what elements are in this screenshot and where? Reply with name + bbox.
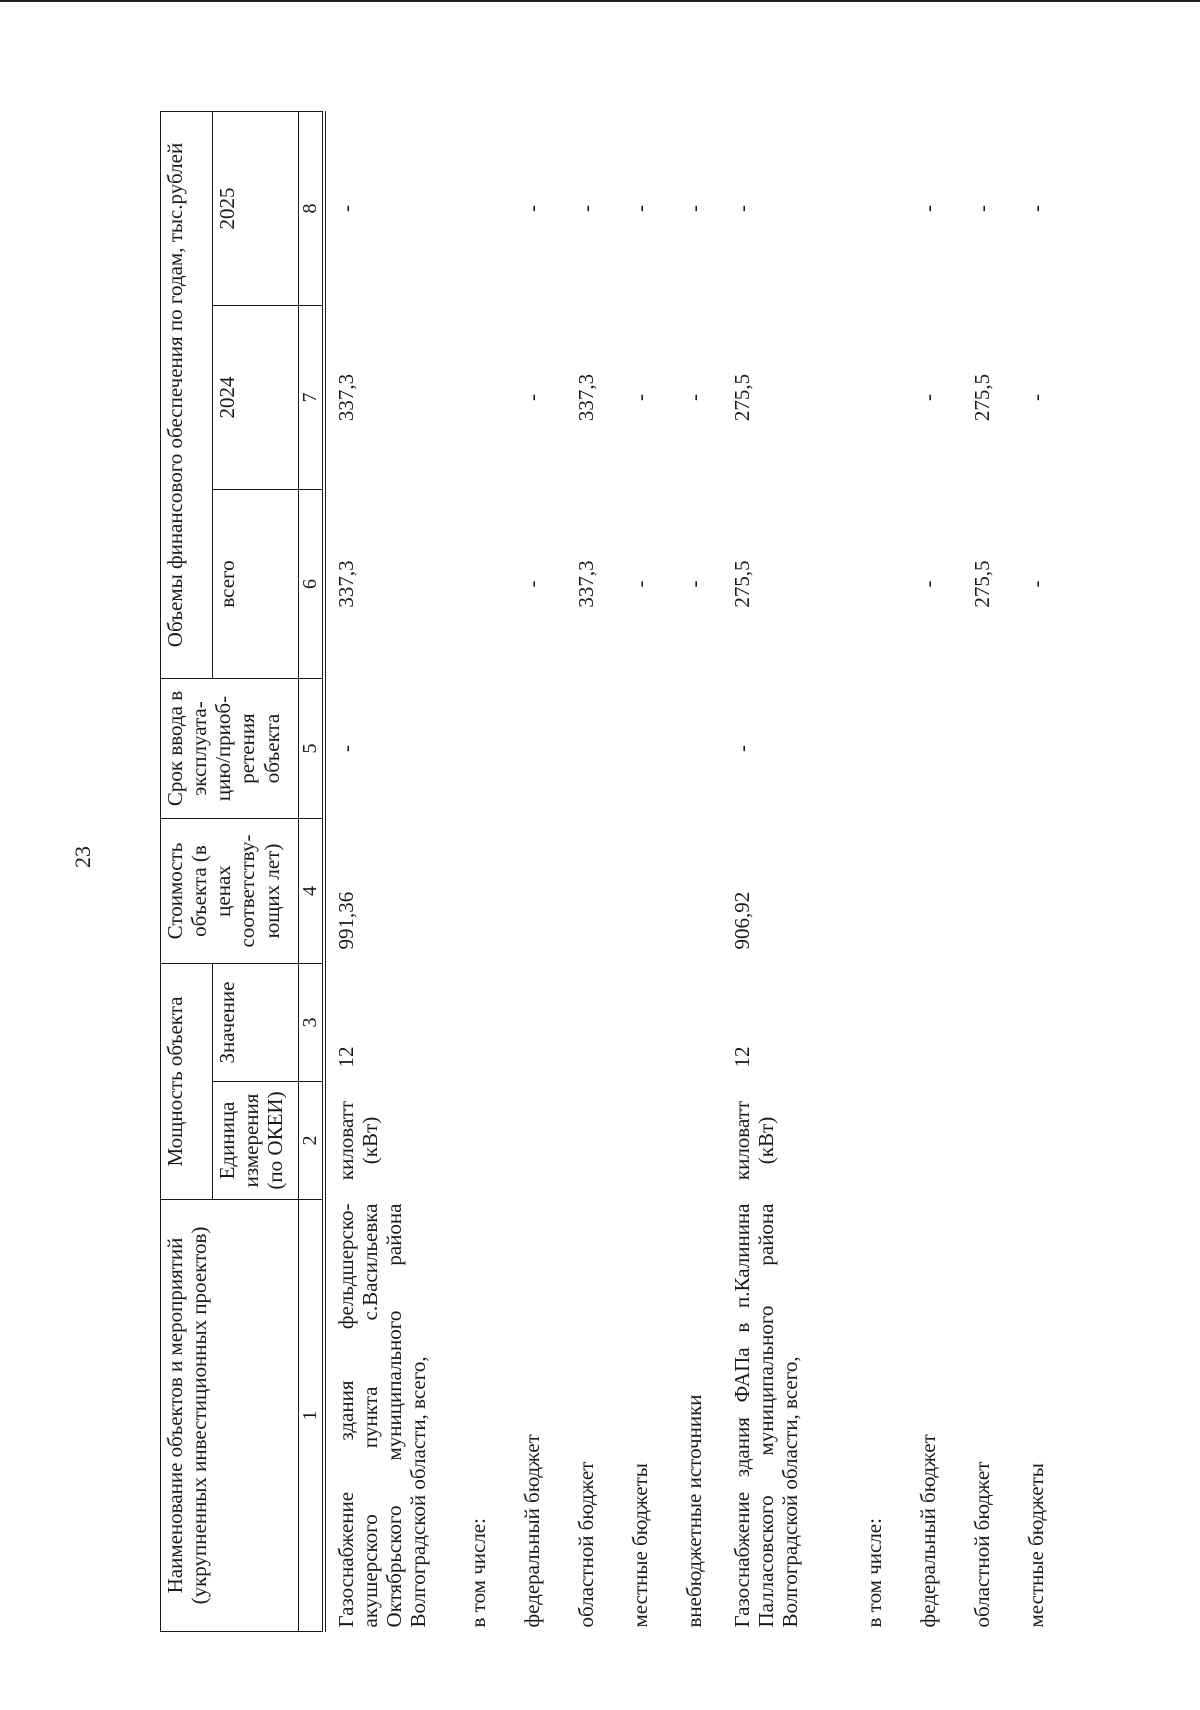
year-2025-cell: - (916, 205, 940, 212)
cost-cell (452, 819, 506, 964)
table-row (506, 111, 560, 1631)
column-number: 4 (299, 819, 325, 964)
column-number: 1 (299, 1200, 325, 1632)
term-cell (1010, 679, 1064, 819)
column-number-row (299, 111, 325, 1631)
year-2025-cell: - (1024, 205, 1048, 212)
year-2024-cell: - (520, 394, 544, 401)
column-number: 8 (299, 111, 325, 305)
cost-cell (956, 819, 1010, 964)
total-cell: 337,3 (574, 560, 598, 608)
value-cell (956, 964, 1010, 1082)
cost-cell (902, 819, 956, 964)
financing-table (160, 111, 1064, 1632)
value-cell (1010, 964, 1064, 1082)
unit-cell: киловатт (кВт) (730, 1100, 779, 1181)
object-name: в том числе: (466, 1518, 490, 1628)
year-2025-cell (848, 111, 902, 305)
table-row (956, 111, 1010, 1631)
term-cell (902, 679, 956, 819)
term-cell (614, 679, 668, 819)
table-row (614, 111, 668, 1631)
total-cell: 337,3 (334, 560, 358, 608)
total-cell: - (628, 580, 652, 588)
header-name: Наименование объектов и мероприятий (укрупненных инвестиционных проектов) (161, 1200, 299, 1632)
table-row (324, 111, 452, 1631)
header-capacity: Мощность объекта (161, 964, 213, 1200)
column-number: 2 (299, 1082, 325, 1200)
total-cell: - (520, 580, 544, 588)
value-cell (506, 964, 560, 1082)
year-2025-cell: - (970, 205, 994, 212)
value-cell: 12 (334, 1046, 358, 1068)
year-2025-cell: - (574, 205, 598, 212)
unit-cell (452, 1082, 506, 1200)
term-cell: - (334, 745, 358, 752)
term-cell: - (730, 745, 754, 752)
year-2024-cell (848, 306, 902, 490)
cost-cell (614, 819, 668, 964)
cost-cell (506, 819, 560, 964)
table-row (452, 111, 506, 1631)
unit-cell (902, 1082, 956, 1200)
term-cell (668, 679, 722, 819)
table-row (560, 111, 614, 1631)
value-cell (614, 964, 668, 1082)
unit-cell (1010, 1082, 1064, 1200)
rotated-table-container (160, 92, 1060, 1632)
value-cell (848, 964, 902, 1082)
term-cell (848, 679, 902, 819)
cost-cell (560, 819, 614, 964)
cost-cell: 906,92 (730, 891, 754, 950)
year-2025-cell: - (334, 205, 358, 212)
year-2024-cell: 275,5 (970, 373, 994, 422)
scan-edge-line (0, 0, 1200, 2)
object-name: местные бюджеты (1024, 1463, 1048, 1628)
year-2024-cell: 337,3 (334, 373, 358, 422)
header-2024: 2024 (213, 306, 299, 490)
total-cell: 275,5 (730, 560, 754, 608)
unit-cell (956, 1082, 1010, 1200)
year-2025-cell: - (520, 205, 544, 212)
object-name: Газоснабжение здания фельдшерско-акушерского пункта с.Васильевка Октябрьского муниципального района Волгоградской области, всего, (334, 1203, 431, 1628)
header-2025: 2025 (213, 111, 299, 305)
value-cell (560, 964, 614, 1082)
year-2025-cell: - (682, 205, 706, 212)
object-name: федеральный бюджет (916, 1434, 940, 1628)
table-row (722, 111, 848, 1631)
year-2024-cell: - (628, 394, 652, 401)
cost-cell: 991,36 (334, 891, 358, 950)
year-2024-cell: - (1024, 394, 1048, 401)
year-2024-cell: 337,3 (574, 373, 598, 422)
value-cell (902, 964, 956, 1082)
object-name: областной бюджет (574, 1461, 598, 1628)
cost-cell (848, 819, 902, 964)
value-cell (452, 964, 506, 1082)
year-2024-cell: 275,5 (730, 373, 754, 422)
term-cell (956, 679, 1010, 819)
total-cell: - (682, 580, 706, 588)
header-cost: Стоимость объекта (в ценах соответству-ющих лет) (161, 819, 299, 964)
header-unit: Единица измерения (по ОКЕИ) (213, 1082, 299, 1200)
unit-cell (848, 1082, 902, 1200)
object-name: внебюджетные источники (682, 1394, 706, 1628)
column-number: 6 (299, 490, 325, 679)
column-number: 5 (299, 679, 325, 819)
object-name: областной бюджет (970, 1461, 994, 1628)
object-name: Газоснабжение здания ФАПа в п.Калинина Палласовского муниципального района Волгоградской области, всего, (730, 1203, 803, 1628)
object-name: местные бюджеты (628, 1463, 652, 1628)
column-number: 3 (299, 964, 325, 1082)
term-cell (506, 679, 560, 819)
header-value: Значение (213, 964, 299, 1082)
cost-cell (668, 819, 722, 964)
table-row (902, 111, 956, 1631)
table-row (848, 111, 902, 1631)
header-financing: Объемы финансового обеспечения по годам, тыс.рублей (161, 111, 213, 678)
column-number: 7 (299, 306, 325, 490)
object-name: федеральный бюджет (520, 1434, 544, 1628)
year-2025-cell: - (730, 205, 754, 212)
year-2024-cell: - (916, 394, 940, 401)
header-term: Срок ввода в эксплуата-цию/приоб-ретения объекта (161, 679, 299, 819)
total-cell: - (916, 580, 940, 588)
total-cell: 275,5 (970, 560, 994, 608)
total-cell (452, 490, 506, 679)
cost-cell (1010, 819, 1064, 964)
year-2025-cell: - (628, 205, 652, 212)
unit-cell (506, 1082, 560, 1200)
year-2024-cell (452, 306, 506, 490)
table-row (668, 111, 722, 1631)
year-2024-cell: - (682, 394, 706, 401)
term-cell (452, 679, 506, 819)
page-number: 23 (70, 846, 95, 868)
unit-cell: киловатт (кВт) (334, 1100, 383, 1181)
unit-cell (668, 1082, 722, 1200)
value-cell (668, 964, 722, 1082)
table-row (1010, 111, 1064, 1631)
object-name: в том числе: (862, 1518, 886, 1628)
unit-cell (614, 1082, 668, 1200)
year-2025-cell (452, 111, 506, 305)
term-cell (560, 679, 614, 819)
total-cell (848, 490, 902, 679)
total-cell: - (1024, 580, 1048, 588)
unit-cell (560, 1082, 614, 1200)
header-total: всего (213, 490, 299, 679)
value-cell: 12 (730, 1046, 754, 1068)
